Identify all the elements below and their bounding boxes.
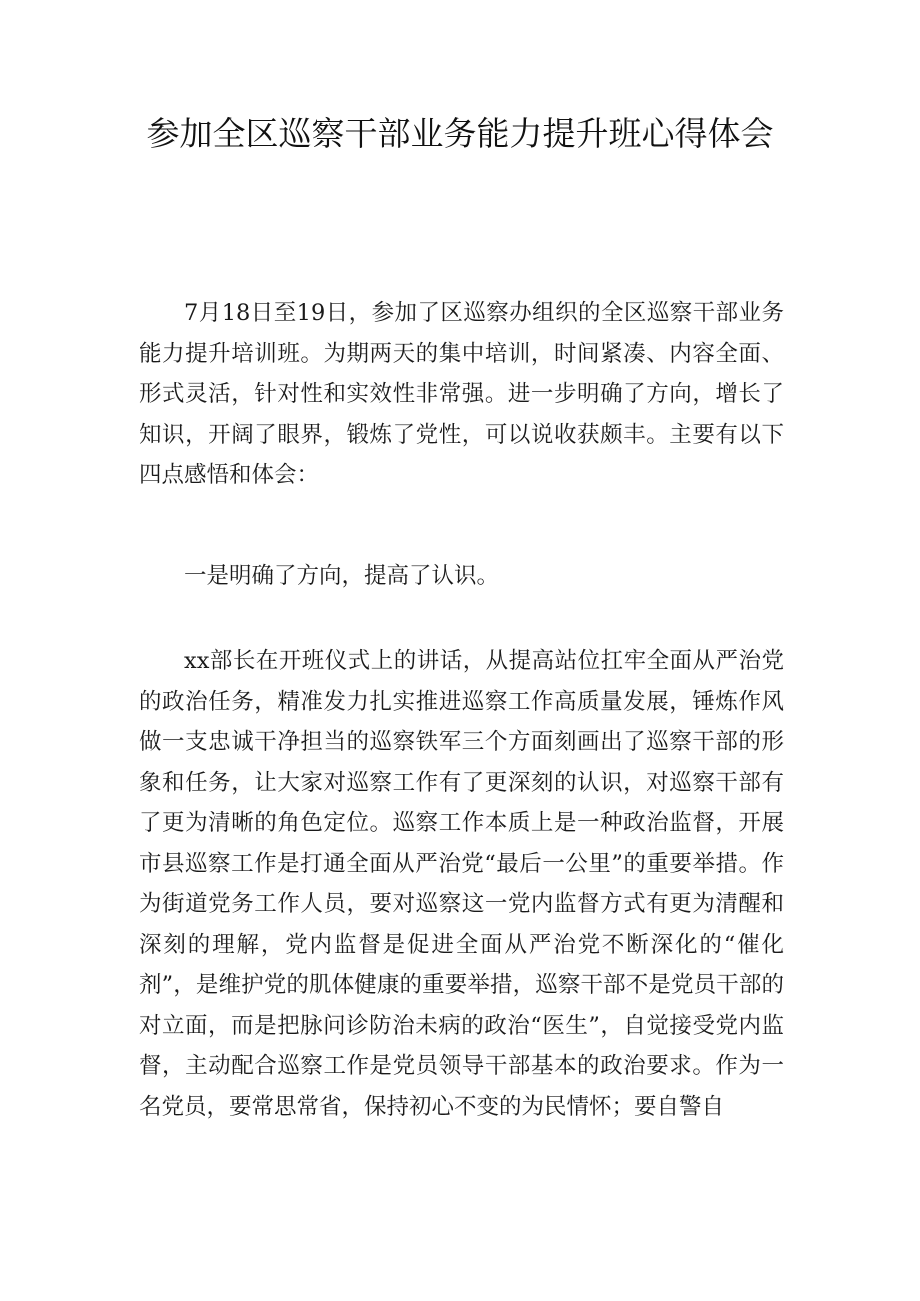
- paragraph-text: 7月18日至19日，参加了区巡察办组织的全区巡察干部业务能力提升培训班。为期两天的集中培训，时间紧凑、内容全面、形式灵活，针对性和实效性非常强。进一步明确了方向，增长了知识，开阔了眼界，锻炼了党性，可以说收获颇丰。主要有以下四点感悟和体会：: [139, 300, 784, 488]
- paragraph-body: [139, 641, 784, 1127]
- paragraph-intro: [139, 293, 784, 496]
- paragraph-heading-one: [139, 556, 784, 597]
- document-title: 参加全区巡察干部业务能力提升班心得体会: [146, 114, 774, 153]
- paragraph-text: xx部长在开班仪式上的讲话，从提高站位扛牢全面从严治党的政治任务，精准发力扎实推进巡察工作高质量发展，锤炼作风做一支忠诚干净担当的巡察铁军三个方面刻画出了巡察干部的形象和任务，让大家对巡察工作有了更深刻的认识，对巡察干部有了更为清晰的角色定位。巡察工作本质上是一种政治监督，开展市县巡察工作是打通全面从严治党“最后一公里”的重要举措。作为街道党务工作人员，要对巡察这一党内监督方式有更为清醒和深刻的理解，党内监督是促进全面从严治党不断深化的“催化剂”，是维护党的肌体健康的重要举措，巡察干部不是党员干部的对立面，而是把脉问诊防治未病的政治“医生”，自觉接受党内监督，主动配合巡察工作是党员领导干部基本的政治要求。作为一名党员，要常思常省，保持初心不变的为民情怀；要自警自: [139, 648, 784, 1120]
- paragraph-text: 一是明确了方向，提高了认识。: [184, 563, 500, 589]
